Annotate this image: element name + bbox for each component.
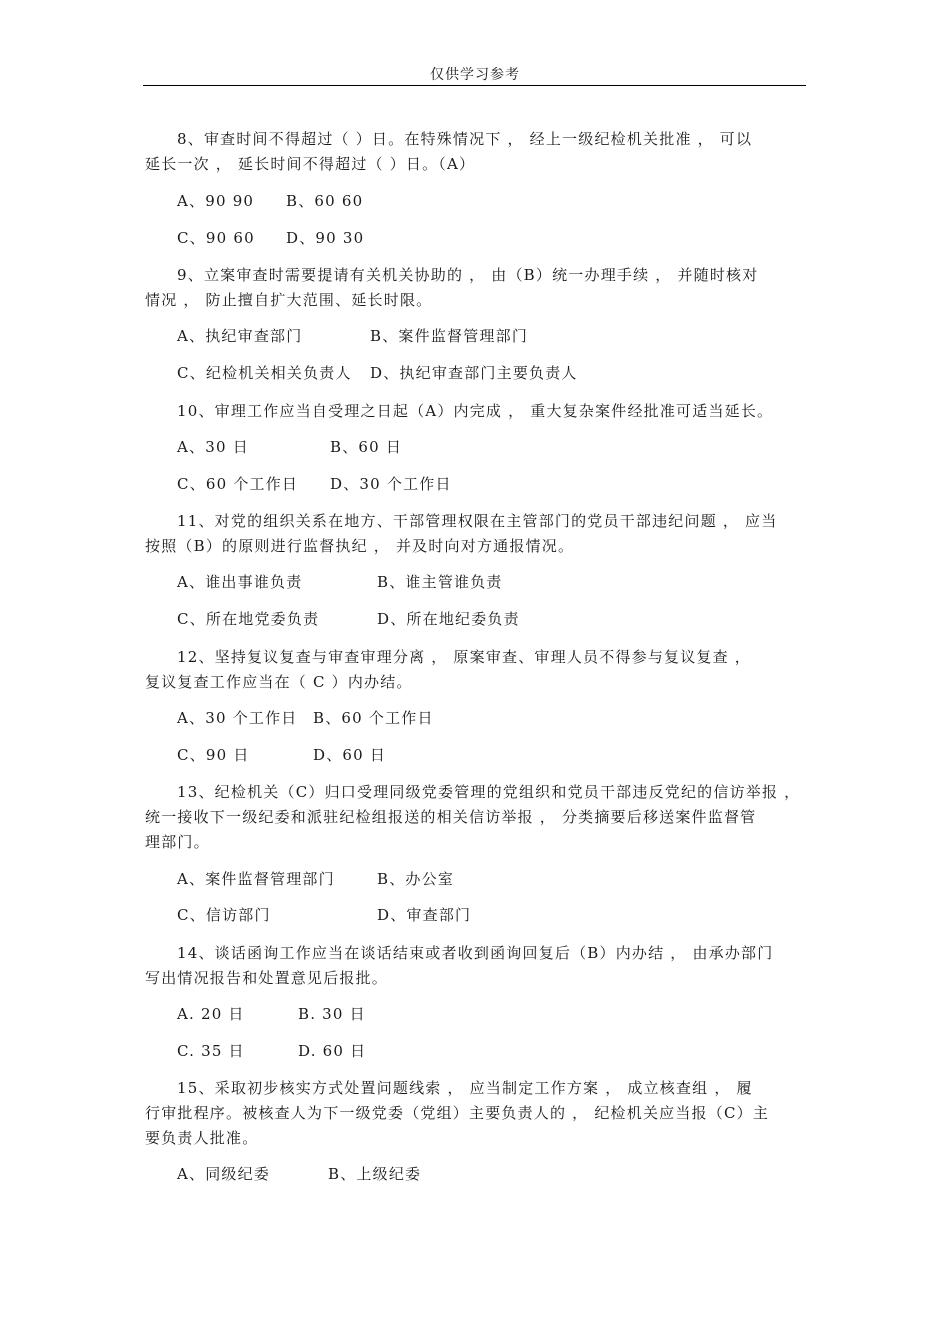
question-8-option-b: B、60 60 [286,192,364,210]
question-11-option-d: D、所在地纪委负责 [377,610,520,628]
question-8-option-c: C、90 60 [177,229,255,247]
question-14-line-1: 14、谈话函询工作应当在谈话结束或者收到函询回复后（B）内办结 ， 由承办部门 [177,944,774,962]
question-9-option-d: D、执纪审查部门主要负责人 [370,364,578,382]
question-15-option-a: A、同级纪委 [177,1165,271,1183]
question-11-option-c: C、所在地党委负责 [177,610,320,628]
question-9-option-a: A、执纪审查部门 [177,327,303,345]
question-15-line-2: 行审批程序。被核查人为下一级党委（党组）主要负责人的 ， 纪检机关应当报（C）主 [145,1104,770,1122]
question-13-option-d: D、审查部门 [377,906,472,924]
question-9-line-1: 9、立案审查时需要提请有关机关协助的 ， 由（B）统一办理手续 ， 并随时核对 [177,266,759,284]
question-11-option-a: A、谁出事谁负责 [177,573,303,591]
question-14-option-a: A. 20 日 [177,1005,245,1023]
question-13-line-2: 统一接收下一级纪委和派驻纪检组报送的相关信访举报 ， 分类摘要后移送案件监督管 [145,808,757,826]
question-12-option-c: C、90 日 [177,746,250,764]
question-13-option-a: A、案件监督管理部门 [177,870,335,888]
question-12-option-b: B、60 个工作日 [313,709,434,727]
question-14-line-2: 写出情况报告和处置意见后报批。 [145,969,389,987]
page-header: 仅供学习参考 [430,67,520,83]
question-8-option-d: D、90 30 [286,229,365,247]
question-9-option-b: B、案件监督管理部门 [370,327,529,345]
question-10-option-c: C、60 个工作日 [177,475,299,493]
question-10-option-a: A、30 日 [177,438,249,456]
question-8-option-a: A、90 90 [177,192,255,210]
question-8-line-2: 延长一次 ， 延长时间不得超过（ ）日。（A） [145,155,476,173]
question-15-option-b: B、上级纪委 [328,1165,422,1183]
question-14-option-d: D. 60 日 [298,1042,367,1060]
question-12-line-2: 复议复查工作应当在（ C ）内办结。 [145,673,413,691]
question-11-option-b: B、谁主管谁负责 [377,573,503,591]
question-13-option-c: C、信访部门 [177,906,271,924]
question-12-option-a: A、30 个工作日 [177,709,298,727]
question-14-option-c: C. 35 日 [177,1042,245,1060]
question-11-line-2: 按照（B）的原则进行监督执纪 ， 并及时向对方通报情况。 [145,537,575,555]
question-12-option-d: D、60 日 [313,746,387,764]
question-8-line-1: 8、审查时间不得超过（ ）日。在特殊情况下 ， 经上一级纪检机关批准 ， 可以 [177,130,753,148]
question-9-option-c: C、纪检机关相关负责人 [177,364,352,382]
question-15-line-3: 要负责人批准。 [145,1129,259,1147]
question-15-line-1: 15、采取初步核实方式处置问题线索 ， 应当制定工作方案 ， 成立核查组 ， 履 [177,1079,753,1097]
question-10-option-d: D、30 个工作日 [330,475,452,493]
question-9-line-2: 情况 ， 防止擅自扩大范围、延长时限。 [145,291,433,309]
question-10-line-1: 10、审理工作应当自受理之日起（A）内完成 ， 重大复杂案件经批准可适当延长。 [177,402,774,420]
question-12-line-1: 12、坚持复议复查与审查审理分离 ， 原案审查、审理人员不得参与复议复查 ， [177,648,751,666]
header-rule [143,85,806,86]
question-13-option-b: B、办公室 [377,870,455,888]
question-11-line-1: 11、对党的组织关系在地方、干部管理权限在主管部门的党员干部违纪问题 ， 应当 [177,512,778,530]
question-10-option-b: B、60 日 [330,438,403,456]
question-14-option-b: B. 30 日 [298,1005,366,1023]
question-13-line-3: 理部门。 [145,833,210,851]
question-13-line-1: 13、纪检机关（C）归口受理同级党委管理的党组织和党员干部违反党纪的信访举报 ， [177,783,801,801]
